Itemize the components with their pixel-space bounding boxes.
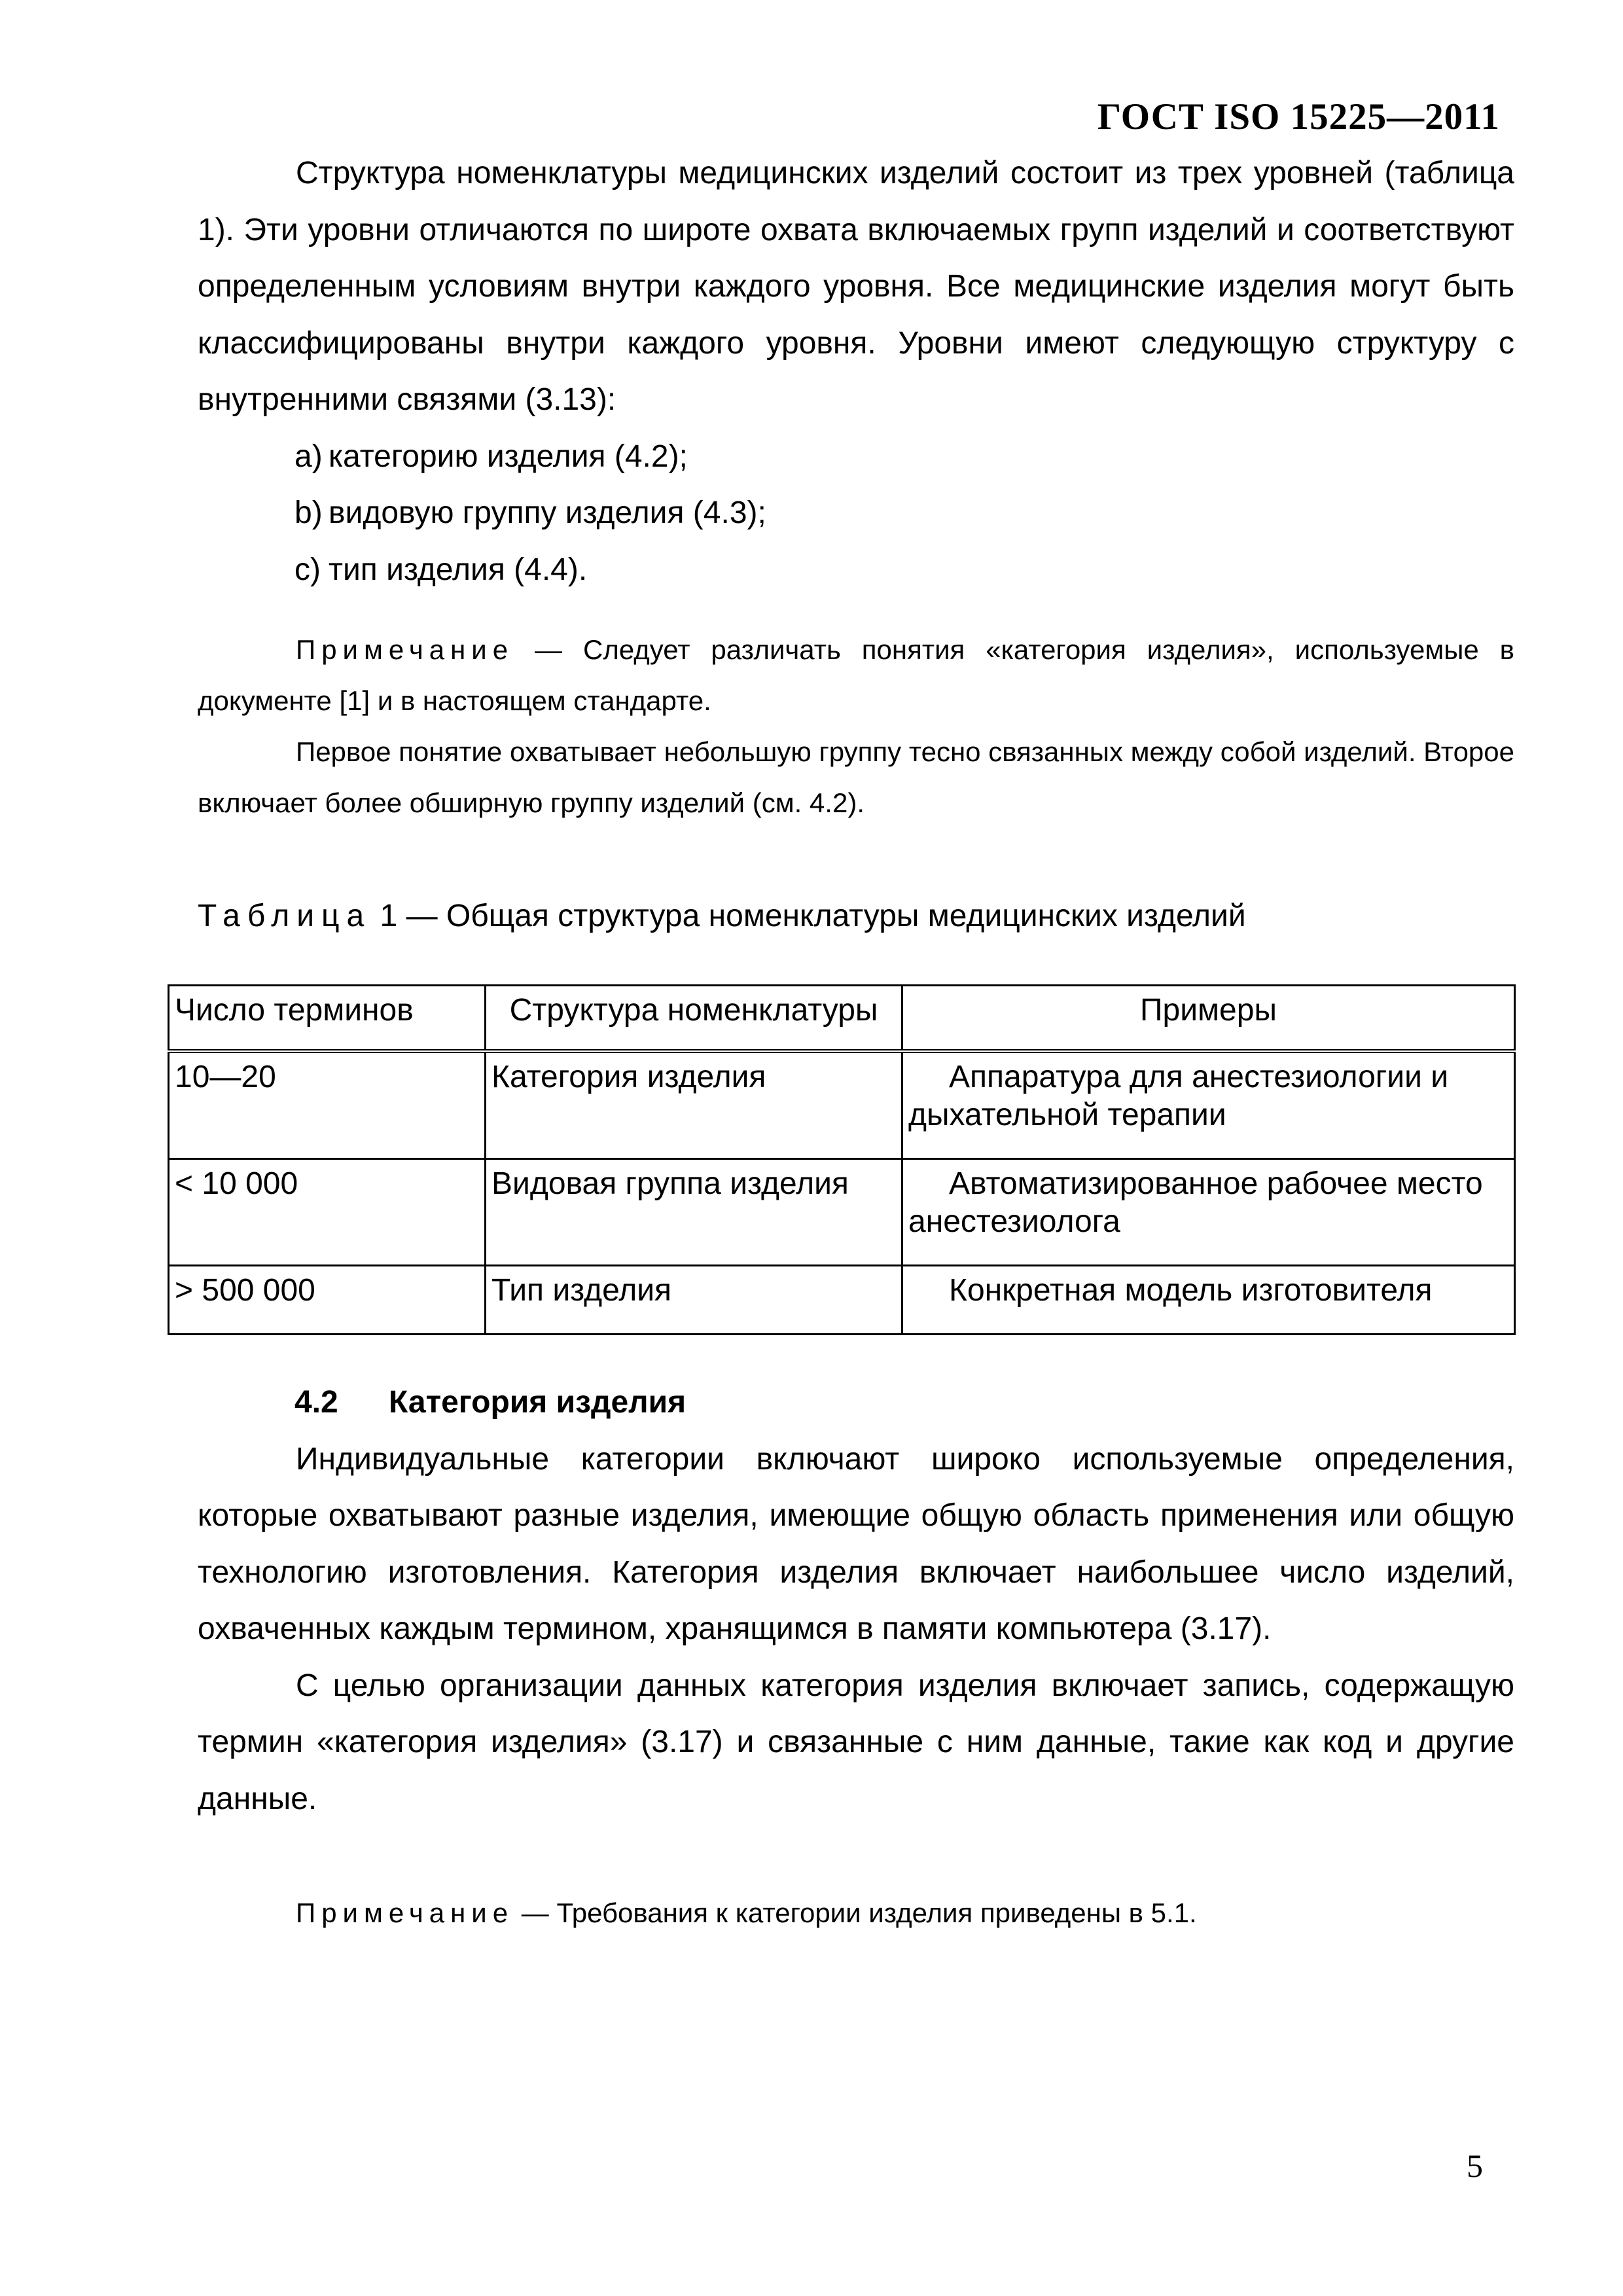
list-item — [198, 485, 1514, 542]
list-item-text: видовую группу изделия (4.3); — [329, 495, 766, 530]
list-marker: c) — [294, 552, 321, 587]
note-label: Примечание — [296, 1897, 514, 1928]
table-cell: Категория изделия — [486, 1051, 902, 1159]
intro-paragraph: Структура номенклатуры медицинских изделий состоит из трех уровней (таблица 1). Эти уровни отличаются по широте охвата включаемых групп изделий и соответствуют определенным условиям внутри каждого уровня. Все медицинские изделия могут быть классифицированы внутри каждого уровня. Уровни имеют следующую структуру с внутренними связями (3.13): — [198, 156, 1514, 417]
list-marker: a) — [294, 439, 323, 474]
table-header-row — [169, 986, 1515, 1052]
table-cell: Аппаратура для анестезиологии и дыхательной терапии — [902, 1051, 1515, 1159]
table-row — [169, 1159, 1515, 1266]
table-caption — [198, 897, 1514, 936]
table-row — [169, 1266, 1515, 1335]
page-number: 5 — [1467, 2147, 1483, 2184]
list-item — [198, 542, 1514, 599]
note-block — [198, 624, 1514, 829]
list-item-text: категорию изделия (4.2); — [329, 439, 688, 474]
note-text: — Следует различать понятия «категория изделия», используемые в документе [1] и в настоящем стандарте. — [198, 634, 1514, 716]
table-caption-text: 1 — Общая структура номенклатуры медицинских изделий — [371, 899, 1246, 933]
table-caption-label: Таблица — [198, 899, 372, 933]
section-paragraph: Индивидуальные категории включают широко используемые определения, которые охватывают разные изделия, имеющие общую область применения или общую технологию изготовления. Категория изделия включает наибольшее число изделий, охваченных каждым термином, хранящимся в памяти компьютера (3.17). — [198, 1441, 1514, 1646]
list-marker: b) — [294, 495, 323, 530]
page-content — [175, 145, 1514, 1939]
final-note-paragraph — [198, 1888, 1514, 1939]
final-note-block — [198, 1888, 1514, 1939]
table-cell: Видовая группа изделия — [486, 1159, 902, 1266]
section-title: Категория изделия — [389, 1385, 687, 1420]
table-cell: Конкретная модель изготовителя — [902, 1266, 1515, 1335]
table-cell: > 500 000 — [169, 1266, 486, 1335]
list-item — [198, 429, 1514, 486]
note-text: — Требования к категории изделия приведены в 5.1. — [514, 1897, 1197, 1928]
structure-levels-list — [198, 429, 1514, 599]
column-header-term-count: Число терминов — [169, 986, 486, 1052]
note-second-paragraph: Первое понятие охватывает небольшую группу тесно связанных между собой изделий. Второе включает более обширную группу изделий (см. 4.2). — [198, 736, 1514, 818]
table-cell: Автоматизированное рабочее место анестезиолога — [902, 1159, 1515, 1266]
table-row — [169, 1051, 1515, 1159]
document-code-header: ГОСТ ISO 15225—2011 — [1097, 96, 1500, 137]
section-number: 4.2 — [294, 1385, 338, 1420]
nomenclature-table — [168, 984, 1516, 1335]
column-header-structure: Структура номенклатуры — [486, 986, 902, 1052]
table-cell: 10—20 — [169, 1051, 486, 1159]
note-label: Примечание — [296, 634, 514, 665]
list-item-text: тип изделия (4.4). — [329, 552, 588, 587]
column-header-examples: Примеры — [902, 986, 1515, 1052]
section-heading — [198, 1374, 1514, 1431]
note-paragraph — [198, 624, 1514, 726]
table-cell: < 10 000 — [169, 1159, 486, 1266]
table-cell: Тип изделия — [486, 1266, 902, 1335]
section-paragraph: С целью организации данных категория изделия включает запись, содержащую термин «категория изделия» (3.17) и связанные с ним данные, такие как код и другие данные. — [198, 1668, 1514, 1816]
